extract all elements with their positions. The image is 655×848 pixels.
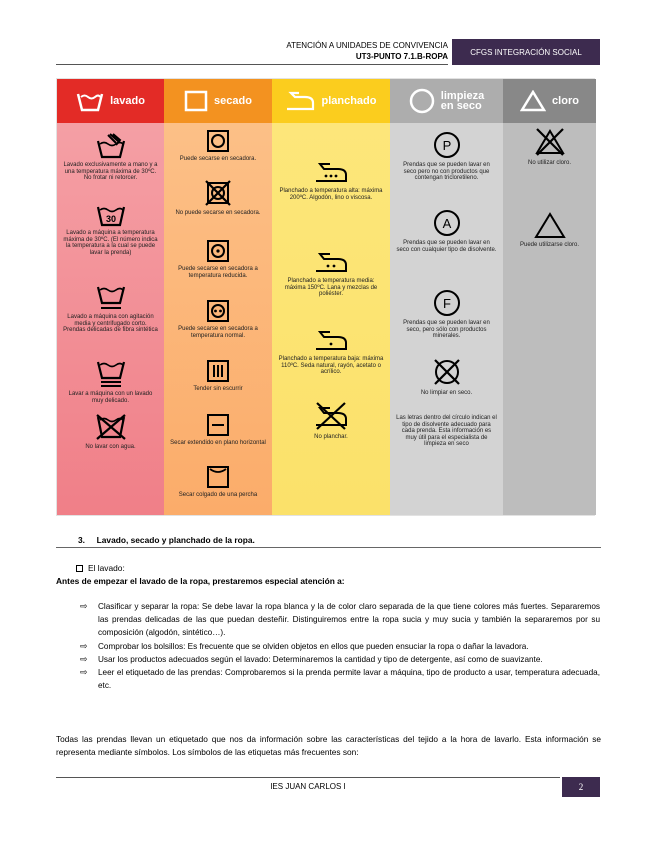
no-bleach-icon — [534, 127, 566, 157]
bullet-list — [80, 600, 600, 692]
wash-30-icon — [96, 203, 126, 227]
bleach-allowed-icon — [534, 211, 566, 239]
dry-clean-a-icon — [433, 209, 461, 237]
wash-synthetic-icon — [96, 283, 126, 311]
symbol-caption: Lavado a máquina a temperatura máxima de 30ºC. (El número indica la temperatura a la cual se puede lavar la prenda) — [63, 230, 158, 256]
header-course-badge: CFGS INTEGRACIÓN SOCIAL — [452, 39, 600, 65]
iron-low-icon — [314, 329, 348, 353]
list-item — [80, 600, 600, 640]
document-header — [56, 40, 448, 62]
symbol-no-dry-clean — [390, 357, 503, 397]
iron-icon — [285, 91, 315, 111]
symbol-caption: Planchado a temperatura baja: máxima 110ºC. Seda natural, rayón, acetato o acrílico. — [278, 356, 384, 376]
header-unit: UT3-PUNTO 7.1.B-ROPA — [355, 52, 448, 61]
intro-paragraph: Antes de empezar el lavado de la ropa, prestaremos especial atención a: — [56, 576, 345, 586]
secado-column — [164, 79, 272, 515]
section-heading — [78, 535, 255, 545]
arrow-bullet-icon: ⇨ — [80, 601, 88, 611]
tumble-dry-low-icon — [206, 239, 230, 263]
lavado-column — [57, 79, 164, 515]
symbol-wash-30 — [57, 203, 164, 256]
line-dry-icon — [206, 465, 230, 489]
symbol-line-dry — [164, 465, 272, 499]
limpieza-title — [441, 91, 484, 111]
symbol-dry-clean-a — [390, 209, 503, 253]
arrow-bullet-icon: ⇨ — [80, 667, 88, 678]
symbol-no-wash — [57, 413, 164, 451]
dry-clean-circle-icon — [409, 88, 435, 114]
symbol-caption: No limpiar en seco. — [420, 390, 473, 396]
section-number: 3. — [78, 535, 85, 545]
symbol-caption: Prendas que se pueden lavar en seco, pero sólo con productos minerales. — [403, 320, 490, 340]
symbol-dry-clean-f — [390, 289, 503, 340]
symbol-caption: Lavado exclusivamente a mano y a una temperatura máxima de 30ºC. No frotar ni retorcer. — [63, 162, 158, 182]
arrow-bullet-icon: ⇨ — [80, 653, 88, 664]
symbol-hand-wash — [57, 133, 164, 182]
closing-paragraph: Todas las prendas llevan un etiquetado que nos da información sobre las características del tejido a la hora de lavarlo. Esta información se representa mediante símbolos. Los símbolos de las etiquetas más frecuentes son: — [56, 734, 601, 758]
section-title: Lavado, secado y planchado de la ropa. — [96, 535, 255, 545]
bleach-triangle-icon — [520, 90, 546, 112]
dry-clean-letter-f: F — [442, 296, 451, 311]
symbol-caption: Tender sin escurrir — [193, 386, 243, 392]
wash-temp-label: 30 — [105, 214, 116, 224]
symbol-caption: Puede secarse en secadora a temperatura normal. — [178, 326, 258, 339]
list-item — [80, 640, 600, 653]
dry-flat-icon — [206, 413, 230, 437]
symbol-caption: No lavar con agua. — [85, 444, 136, 450]
symbol-caption: Secar colgado de una percha — [178, 492, 258, 498]
limpieza-title-line2: en seco — [440, 100, 482, 112]
symbol-caption: Prendas que se pueden lavar en seco pero no con productos que contengan tricloretileno. — [403, 162, 490, 182]
symbol-no-bleach — [503, 127, 596, 167]
list-item — [80, 666, 600, 692]
wash-very-delicate-icon — [96, 358, 126, 388]
symbol-caption: Secar extendido en plano horizontal — [170, 440, 266, 446]
planchado-title: planchado — [321, 95, 377, 107]
symbol-tumble-dry-normal — [164, 299, 272, 339]
cloro-title: cloro — [552, 95, 579, 107]
dry-clean-f-icon — [433, 289, 461, 317]
iron-medium-icon — [314, 251, 348, 275]
dry-clean-letter-a: A — [442, 216, 451, 231]
symbol-caption: No utilizar cloro. — [527, 160, 571, 166]
symbol-tumble-dry — [164, 129, 272, 163]
planchado-header — [272, 79, 390, 123]
lavado-header — [57, 79, 164, 123]
wash-tub-icon — [76, 90, 104, 112]
symbol-caption: Puede secarse en secadora. — [179, 156, 257, 162]
no-wash-icon — [95, 413, 127, 441]
list-item-text: Leer el etiquetado de las prendas: Comprobaremos si la prenda permite lavar a máquina, tipo de producto a usar, temperatura adecuada, etc. — [98, 668, 600, 691]
header-module: ATENCIÓN A UNIDADES DE CONVIVENCIA — [286, 41, 448, 50]
secado-header — [164, 79, 272, 123]
symbol-caption: No puede secarse en secadora. — [175, 210, 261, 216]
symbol-iron-high — [272, 161, 390, 201]
cloro-header — [503, 79, 596, 123]
symbol-caption: Puede secarse en secadora a temperatura reducida. — [178, 266, 258, 279]
limpieza-title-line1: limpieza — [440, 90, 485, 102]
list-item — [80, 653, 600, 666]
symbol-caption: Lavar a máquina con un lavado muy delicado. — [68, 391, 153, 404]
symbol-no-iron — [272, 401, 390, 441]
symbol-caption: Puede utilizarse cloro. — [519, 242, 580, 248]
symbol-iron-medium — [272, 251, 390, 298]
planchado-column — [272, 79, 390, 515]
limpieza-column — [390, 79, 503, 515]
subsection-heading — [76, 563, 125, 573]
no-tumble-dry-icon — [204, 179, 232, 207]
symbol-tumble-dry-low — [164, 239, 272, 279]
dry-clean-note-text: Las letras dentro del círculo indican el tipo de disolvente adecuado para cada prenda. Esta información es muy útil para el especialista de limpieza en seco — [396, 415, 497, 448]
dry-clean-letter-p: P — [442, 138, 451, 153]
hand-wash-icon — [96, 133, 126, 159]
tumble-dry-normal-icon — [206, 299, 230, 323]
checkbox-bullet-icon — [76, 565, 83, 572]
symbol-wash-delicate-synthetic — [57, 283, 164, 334]
symbol-wash-very-delicate — [57, 358, 164, 404]
dry-clean-note — [390, 415, 503, 448]
symbol-caption: Lavado a máquina con agitación media y centrifugado corto. Prendas delicadas de fibra sintética — [63, 314, 158, 334]
cloro-column — [503, 79, 596, 515]
subsection-title: El lavado: — [88, 563, 125, 573]
arrow-bullet-icon: ⇨ — [80, 640, 88, 651]
symbol-caption: Prendas que se pueden lavar en seco con cualquier tipo de disolvente. — [396, 240, 497, 253]
dry-clean-p-icon — [433, 131, 461, 159]
symbol-drip-dry — [164, 359, 272, 393]
limpieza-header — [390, 79, 503, 123]
laundry-symbols-infographic — [56, 78, 595, 516]
lavado-title: lavado — [110, 95, 145, 107]
symbol-dry-flat — [164, 413, 272, 447]
symbol-caption: Planchado a temperatura alta: máxima 200ºC. Algodón, lino o viscosa. — [279, 188, 383, 201]
list-item-text: Comprobar los bolsillos: Es frecuente que se olviden objetos en ellos que pueden ensuciar la ropa o dañar la lavadora. — [98, 641, 529, 651]
symbol-caption: Planchado a temperatura media: máxima 150ºC. Lana y mezclas de poliéster. — [284, 278, 378, 298]
drip-dry-icon — [206, 359, 230, 383]
no-dry-clean-icon — [432, 357, 462, 387]
list-item-text: Usar los productos adecuados según el lavado: Determinaremos la cantidad y tipo de detergente, así como de suavizante. — [98, 654, 543, 664]
section-divider — [56, 547, 601, 548]
symbol-bleach-allowed — [503, 211, 596, 249]
symbol-dry-clean-p — [390, 131, 503, 182]
symbol-no-tumble-dry — [164, 179, 272, 217]
no-iron-icon — [313, 401, 349, 431]
symbol-caption: No planchar. — [314, 434, 348, 440]
list-item-text: Clasificar y separar la ropa: Se debe lavar la ropa blanca y la de color claro separada de la que tiene colores más fuertes. Separaremos las prendas delicadas de las que puedan desteñir. Distinguiremos entre la ropa sucia y muy sucia y también la separaremos por su composición (algodón, sintético…). — [98, 602, 600, 638]
tumble-dry-icon — [206, 129, 230, 153]
iron-high-icon — [314, 161, 348, 185]
symbol-iron-low — [272, 329, 390, 376]
page-number: 2 — [562, 777, 600, 797]
secado-title: secado — [214, 95, 252, 107]
dry-square-icon — [184, 90, 208, 112]
footer-school: IES JUAN CARLOS I — [270, 782, 346, 791]
header-divider — [56, 64, 448, 65]
footer-divider — [56, 777, 560, 778]
